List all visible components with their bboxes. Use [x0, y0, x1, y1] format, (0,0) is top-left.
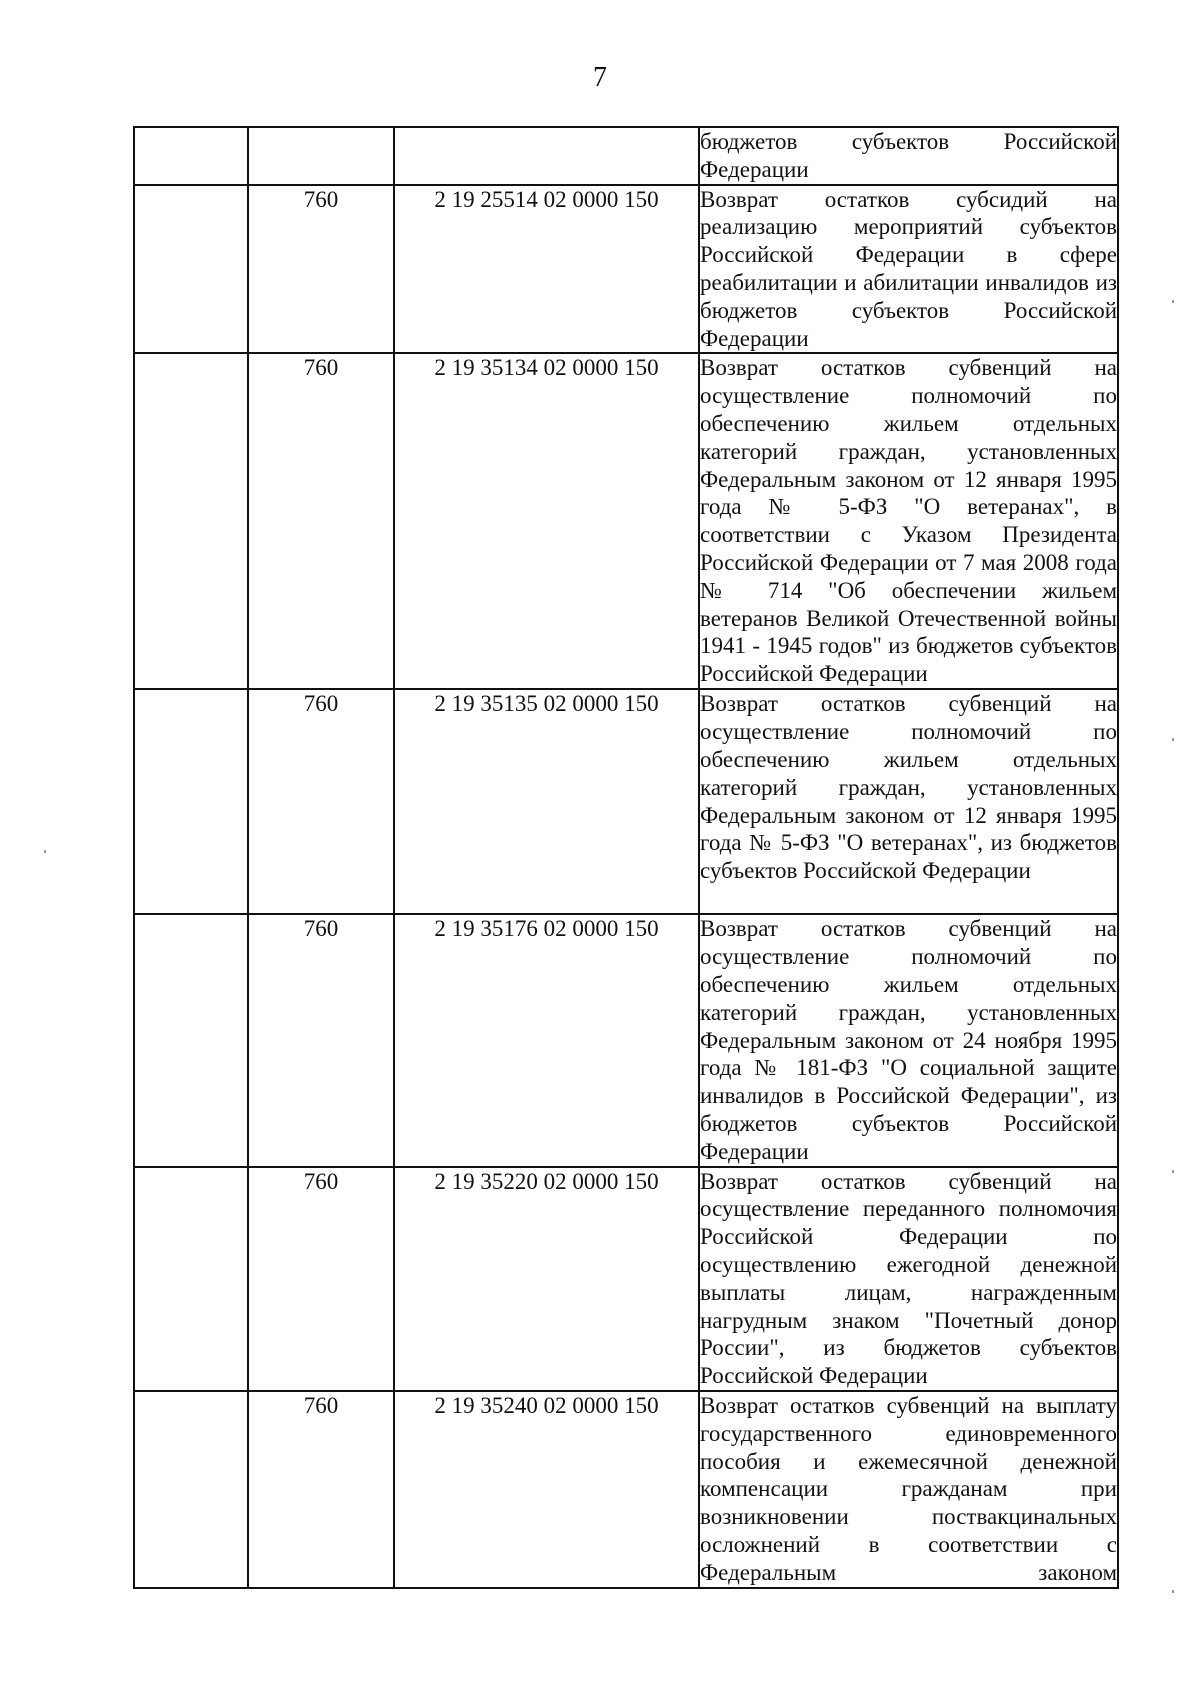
table-row [134, 127, 1118, 185]
admin-code-cell: 760 [248, 185, 394, 354]
scan-speck [1172, 738, 1174, 741]
table-row [134, 914, 1118, 1166]
empty-cell [134, 353, 248, 689]
empty-cell [134, 127, 248, 185]
description-cell: Возврат остатков субвенций на осуществление полномочий по обеспечению жильем отдельных категорий граждан, установленных Федеральным законом от 12 января 1995 года № 5-ФЗ "О ветеранах", из бюджетов субъектов Российской Федерации [699, 689, 1118, 914]
empty-cell [134, 914, 248, 1166]
description-cell: Возврат остатков субвенций на осуществление полномочий по обеспечению жильем отдельных категорий граждан, установленных Федеральным законом от 12 января 1995 года № 5-ФЗ "О ветеранах", в соответствии с Указом Президента Российской Федерации от 7 мая 2008 года № 714 "Об обеспечении жильем ветеранов Великой Отечественной войны 1941 - 1945 годов" из бюджетов субъектов Российской Федерации [699, 353, 1118, 689]
description-cell: Возврат остатков субвенций на осуществление полномочий по обеспечению жильем отдельных категорий граждан, установленных Федеральным законом от 24 ноября 1995 года № 181-ФЗ "О социальной защите инвалидов в Российской Федерации", из бюджетов субъектов Российской Федерации [699, 914, 1118, 1166]
empty-cell [134, 1167, 248, 1391]
scan-speck [1172, 1170, 1174, 1173]
table-row [134, 185, 1118, 354]
scan-speck [44, 850, 46, 853]
table-row [134, 1167, 1118, 1391]
table-row [134, 353, 1118, 689]
table-row [134, 1391, 1118, 1588]
budget-classification-table [133, 126, 1119, 1589]
admin-code-cell: 760 [248, 914, 394, 1166]
kbk-code-cell: 2 19 25514 02 0000 150 [394, 185, 699, 354]
kbk-code-cell: 2 19 35135 02 0000 150 [394, 689, 699, 914]
admin-code-cell: 760 [248, 689, 394, 914]
admin-code-cell: 760 [248, 353, 394, 689]
scan-speck [1172, 300, 1174, 303]
kbk-code-cell: 2 19 35240 02 0000 150 [394, 1391, 699, 1588]
empty-cell [134, 185, 248, 354]
scan-speck [1172, 1590, 1174, 1593]
kbk-code-cell: 2 19 35134 02 0000 150 [394, 353, 699, 689]
admin-code-cell: 760 [248, 1391, 394, 1588]
table-row [134, 689, 1118, 914]
kbk-code-cell: 2 19 35220 02 0000 150 [394, 1167, 699, 1391]
admin-code-cell: 760 [248, 1167, 394, 1391]
empty-cell [134, 1391, 248, 1588]
description-cell: Возврат остатков субвенций на выплату государственного единовременного пособия и ежемесячной денежной компенсации гражданам при возникновении поствакцинальных осложнений в соответствии с Федеральным законом [699, 1391, 1118, 1588]
kbk-code-cell [394, 127, 699, 185]
description-cell: Возврат остатков субсидий на реализацию мероприятий субъектов Российской Федерации в сфере реабилитации и абилитации инвалидов из бюджетов субъектов Российской Федерации [699, 185, 1118, 354]
kbk-code-cell: 2 19 35176 02 0000 150 [394, 914, 699, 1166]
page-number: 7 [593, 62, 607, 93]
description-cell: Возврат остатков субвенций на осуществление переданного полномочия Российской Федерации по осуществлению ежегодной денежной выплаты лицам, награжденным нагрудным знаком "Почетный донор России", из бюджетов субъектов Российской Федерации [699, 1167, 1118, 1391]
admin-code-cell [248, 127, 394, 185]
description-cell: бюджетов субъектов Российской Федерации [699, 127, 1118, 185]
empty-cell [134, 689, 248, 914]
